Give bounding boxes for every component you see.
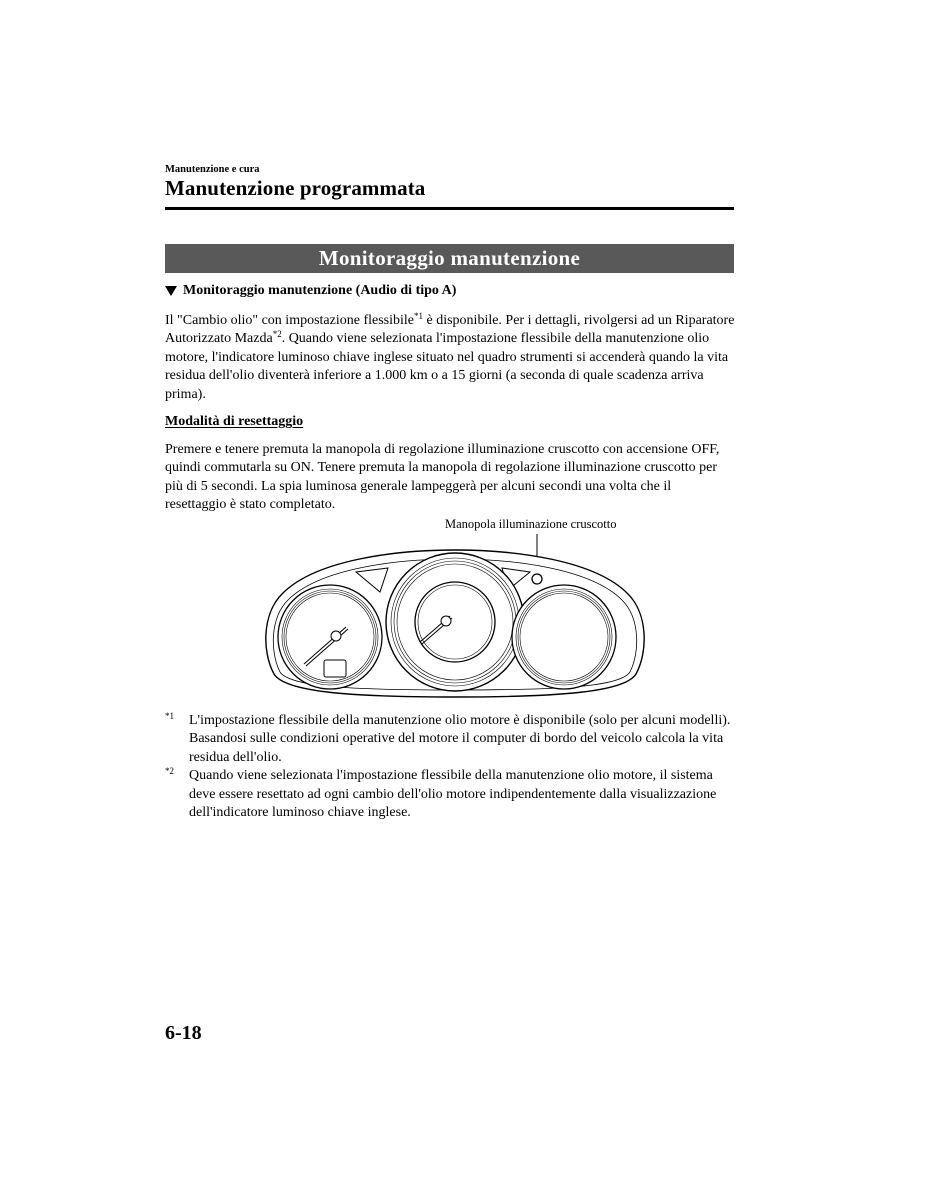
footnote-1: [165, 712, 735, 767]
footnotes: [165, 712, 735, 822]
intro-text-1: Il "Cambio olio" con impostazione flessibile: [165, 313, 414, 328]
instrument-cluster-diagram: [260, 532, 650, 712]
left-gauge: [278, 585, 382, 689]
footnote-2: [165, 767, 735, 822]
callout-label: Manopola illuminazione cruscotto: [445, 517, 617, 531]
reset-paragraph: Premere e tenere premuta la manopola di regolazione illuminazione cruscotto con accensione OFF, quindi commutarla su ON. Tenere premuta la manopola di regolazione illuminazione cruscotto per più di 5 secondi. La spia luminosa generale lampeggerà per alcuni secondi una volta che il resettaggio è stato completato.: [165, 442, 720, 513]
title-rule: [165, 207, 734, 210]
reset-heading: Modalità di resettaggio: [165, 414, 304, 429]
footnote-mark-1: *1: [165, 711, 174, 721]
illumination-knob: [532, 574, 542, 584]
intro-text-3: . Quando viene selezionata l'impostazione flessibile della manutenzione olio motore, l'indicatore luminoso chiave inglese situato nel quadro strumenti si accenderà quando la vita residua dell'olio diventerà inferiore a 1.000 km o a 15 giorni (a seconda di quale scadenza arriva prima).: [165, 331, 729, 402]
intro-paragraph: [165, 312, 735, 404]
right-gauge: [512, 585, 616, 689]
intro-text-2: è disponibile. Per i dettagli, rivolgersi ad un Riparatore Autorizzato Mazda: [165, 313, 735, 347]
page-title: Manutenzione programmata: [165, 176, 426, 200]
footnote-mark-2: *2: [165, 766, 174, 777]
subsection-heading: [165, 283, 456, 299]
footnote-ref-2: *2: [272, 329, 282, 340]
page-number: 6-18: [165, 1022, 202, 1044]
triangle-bullet-icon: [165, 286, 177, 296]
section-label: Manutenzione e cura: [165, 164, 260, 175]
center-gauge: [386, 553, 524, 691]
left-gauge-display: [324, 660, 346, 677]
footnote-text-2: Quando viene selezionata l'impostazione flessibile della manutenzione olio motore, il sistema deve essere resettato ad ogni cambio dell'olio motore indipendentemente dalla visualizzazione dell'indicatore luminoso chiave inglese.: [189, 768, 717, 821]
footnote-text-1: L'impostazione flessibile della manutenzione olio motore è disponibile (solo per alcuni modelli). Basandosi sulle condizioni operative del motore il computer di bordo del veicolo calcola la vita residua dell'olio.: [189, 713, 731, 765]
section-banner: Monitoraggio manutenzione: [165, 244, 734, 273]
footnote-ref-1: *1: [414, 311, 423, 321]
subsection-heading-text: Monitoraggio manutenzione (Audio di tipo A): [183, 283, 457, 298]
